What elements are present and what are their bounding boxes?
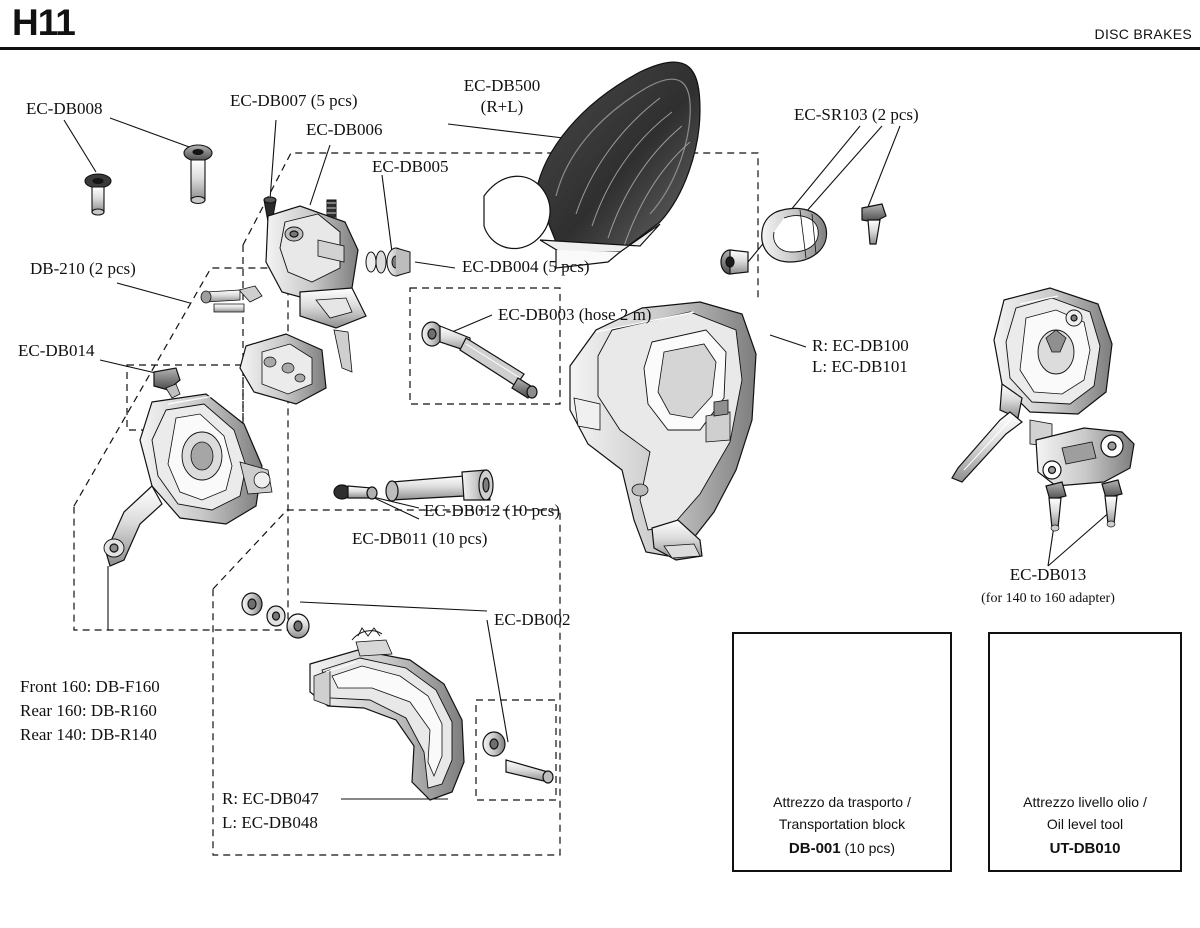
- label-ec-db002: EC-DB002: [494, 610, 571, 629]
- toolbox-1-caption-line2: Transportation block: [778, 816, 906, 832]
- label-ec-db011: EC-DB011 (10 pcs): [352, 529, 488, 548]
- label-ec-db047: R: EC-DB047: [222, 789, 319, 808]
- section-title: DISC BRAKES: [1094, 26, 1192, 42]
- label-ec-db003: EC-DB003 (hose 2 m): [498, 305, 652, 324]
- part-lever-body: [570, 302, 756, 560]
- label-ec-db004: EC-DB004 (5 pcs): [462, 257, 590, 276]
- label-ec-db006: EC-DB006: [306, 120, 383, 139]
- part-ec-db012: [386, 470, 493, 501]
- toolbox-1-code: DB-001: [788, 840, 841, 857]
- label-ec-db500-rl: (R+L): [480, 97, 524, 116]
- label-ec-db100: R: EC-DB100: [812, 336, 909, 355]
- label-ec-db013: EC-DB013: [1009, 565, 1087, 584]
- label-ec-db014: EC-DB014: [18, 341, 95, 360]
- label-rotor-front-160: Front 160: DB-F160: [20, 677, 160, 696]
- toolbox-2-caption-line2: Oil level tool: [1046, 816, 1124, 832]
- part-ec-db011: [334, 485, 377, 499]
- label-ec-db048: L: EC-DB048: [222, 813, 318, 832]
- part-lever-blade: [310, 628, 464, 800]
- part-ec-db014: [154, 368, 180, 398]
- part-ec-db008: [85, 145, 212, 215]
- label-db-210: DB-210 (2 pcs): [30, 259, 136, 278]
- label-ec-db005: EC-DB005: [372, 157, 449, 176]
- toolbox-2-code-row: [990, 838, 1180, 861]
- part-ec-db002-washers: [242, 593, 309, 638]
- toolbox-oil-level-tool: [988, 632, 1182, 872]
- page-title: H11: [12, 2, 75, 43]
- label-ec-db008: EC-DB008: [26, 99, 103, 118]
- toolbox-2-caption-line1: Attrezzo livello olio /: [1023, 794, 1147, 810]
- toolbox-1-code-suffix: (10 pcs): [840, 840, 896, 856]
- label-rotor-rear-140: Rear 140: DB-R140: [20, 725, 157, 744]
- label-ec-sr103: EC-SR103 (2 pcs): [794, 105, 919, 124]
- part-ec-db003-hose: [422, 322, 537, 398]
- label-rotor-rear-160: Rear 160: DB-R160: [20, 701, 157, 720]
- part-ec-db013-adapter: [1036, 428, 1134, 531]
- toolbox-2-code: UT-DB010: [1049, 840, 1121, 857]
- label-ec-db007: EC-DB007 (5 pcs): [230, 91, 358, 110]
- part-caliper-assembly-left: [104, 394, 272, 566]
- label-ec-db101: L: EC-DB101: [812, 357, 908, 376]
- part-ec-db005-db004: [366, 248, 410, 276]
- part-ec-sr103: [721, 204, 886, 274]
- toolbox-1-caption-line1: Attrezzo da trasporto /: [773, 794, 911, 810]
- part-ec-db002-washer-lower: [483, 732, 553, 783]
- toolbox-1-code-row: [734, 838, 950, 861]
- label-ec-db500: EC-DB500: [463, 76, 541, 95]
- label-ec-db013-note: (for 140 to 160 adapter): [981, 591, 1115, 606]
- label-ec-db012: EC-DB012 (10 pcs): [424, 501, 560, 520]
- toolbox-transportation-block: [732, 632, 952, 872]
